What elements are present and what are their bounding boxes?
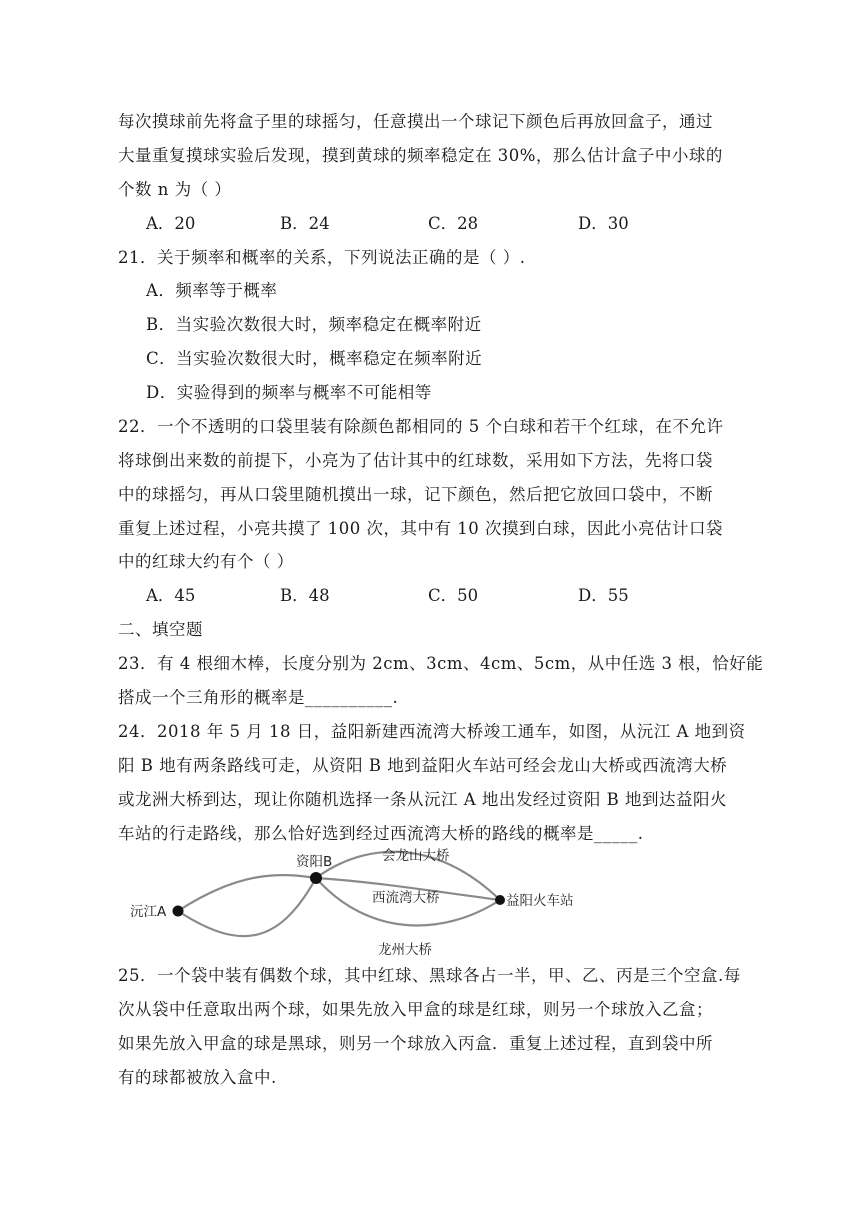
q22-line: 中的球摇匀，再从口袋里随机摸出一球，记下颜色，然后把它放回口袋中，不断 <box>118 485 713 504</box>
q21-option-a: A．频率等于概率 <box>146 281 278 300</box>
q25-line: 次从袋中任意取出两个球，如果先放入甲盒的球是红球，则另一个球放入乙盒； <box>118 1000 713 1019</box>
point-a <box>173 906 184 917</box>
label-longzhou-bridge: 龙州大桥 <box>378 942 432 958</box>
label-huilongshan-bridge: 会龙山大桥 <box>382 848 450 864</box>
point-b <box>310 872 322 884</box>
q20-option-d: D．30 <box>578 214 629 233</box>
q23-line: 23．有 4 根细木棒，长度分别为 2cm、3cm、4cm、5cm，从中任选 3 根，恰好能 <box>118 654 764 673</box>
q21-option-c: C．当实验次数很大时，概率稳定在频率附近 <box>146 349 483 368</box>
q20-option-a: A．20 <box>146 214 196 233</box>
q24-line: 车站的行走路线，那么恰好选到经过西流湾大桥的路线的概率是_____. <box>118 824 644 843</box>
route-a-to-b-lower <box>178 878 316 936</box>
q22-option-c: C．50 <box>428 586 479 605</box>
q22-line: 中的红球大约有个（ ） <box>118 552 294 571</box>
label-ziyang-b: 资阳B <box>296 854 333 870</box>
q20-line: 大量重复摸球实验后发现，摸到黄球的频率稳定在 30%，那么估计盒子中小球的 <box>118 146 723 165</box>
q20-line: 个数 n 为（ ） <box>118 180 232 199</box>
q24-line: 或龙洲大桥到达，现让你随机选择一条从沅江 A 地出发经过资阳 B 地到达益阳火 <box>118 790 728 809</box>
q21-option-b: B．当实验次数很大时，频率稳定在概率附近 <box>146 315 482 334</box>
q24-line: 阳 B 地有两条路线可走，从资阳 B 地到益阳火车站可经会龙山大桥或西流湾大桥 <box>118 756 728 775</box>
q25-line: 有的球都被放入盒中. <box>118 1068 277 1087</box>
q25-line: 如果先放入甲盒的球是黑球，则另一个球放入丙盒．重复上述过程，直到袋中所 <box>118 1034 713 1053</box>
q20-line: 每次摸球前先将盒子里的球摇匀，任意摸出一个球记下颜色后再放回盒子，通过 <box>118 112 713 131</box>
q21-option-d: D．实验得到的频率与概率不可能相等 <box>146 383 432 402</box>
q22-option-d: D．55 <box>578 586 629 605</box>
q24-line: 24．2018 年 5 月 18 日，益阳新建西流湾大桥竣工通车，如图，从沅江 A 地到资 <box>118 722 746 741</box>
label-yuanjiang-a: 沅江A <box>130 904 167 920</box>
q22-line: 重复上述过程，小亮共摸了 100 次，其中有 10 次摸到白球，因此小亮估计口袋 <box>118 519 723 538</box>
q21-stem: 21．关于频率和概率的关系，下列说法正确的是（ ）. <box>118 248 526 267</box>
q25-line: 25．一个袋中装有偶数个球，其中红球、黑球各占一半，甲、乙、丙是三个空盒.每 <box>118 966 741 985</box>
q23-line: 搭成一个三角形的概率是__________. <box>118 688 399 707</box>
q20-option-c: C．28 <box>428 214 479 233</box>
label-yiyang-station: 益阳火车站 <box>506 893 574 909</box>
q22-option-b: B．48 <box>280 586 330 605</box>
section-heading: 二、填空题 <box>118 620 203 639</box>
q22-line: 22．一个不透明的口袋里装有除颜色都相同的 5 个白球和若干个红球，在不允许 <box>118 417 724 436</box>
route-diagram <box>128 842 588 966</box>
q22-line: 将球倒出来数的前提下，小亮为了估计其中的红球数，采用如下方法，先将口袋 <box>118 451 713 470</box>
label-xiliuwan-bridge: 西流湾大桥 <box>372 890 440 906</box>
route-a-to-b-upper <box>178 875 316 911</box>
point-station <box>495 895 505 905</box>
q20-option-b: B．24 <box>280 214 330 233</box>
q22-option-a: A．45 <box>146 586 196 605</box>
